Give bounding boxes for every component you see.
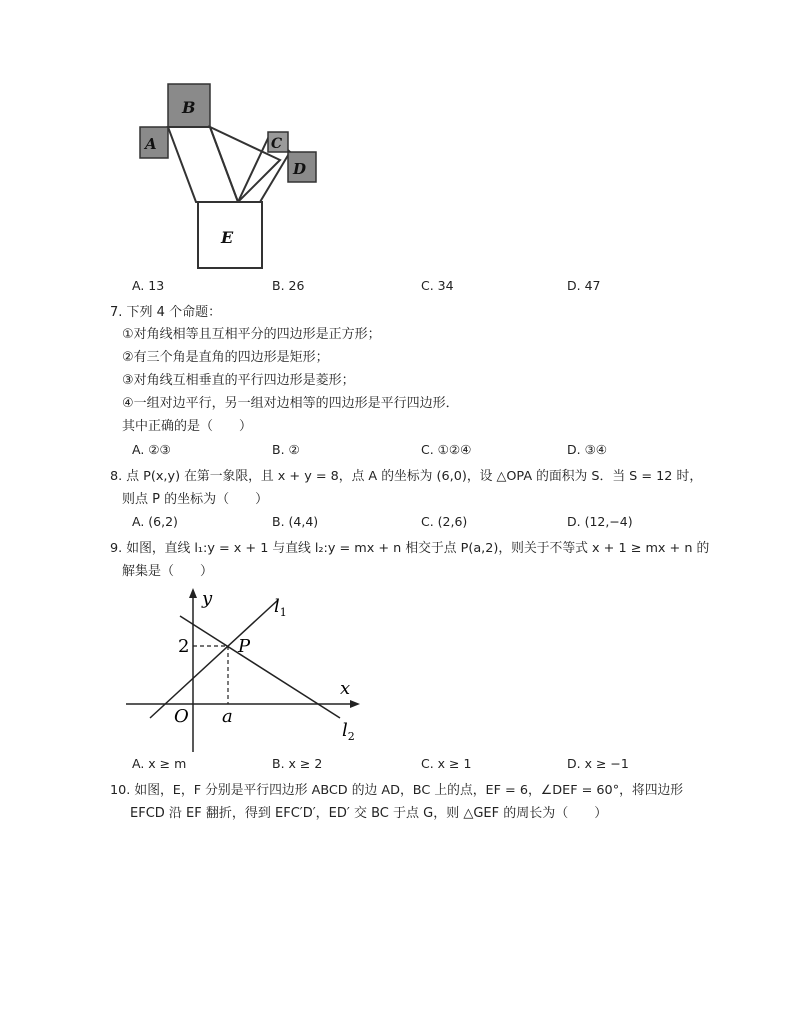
q8-stem-line1: 8. 点 P(x,y) 在第一象限，且 x + y = 8，点 A 的坐标为 (6,0)，设 △OPA 的面积为 S．当 S = 12 时， bbox=[110, 469, 703, 484]
q9-option-a[interactable]: A. x ≥ m bbox=[132, 756, 187, 771]
square-a-label: A bbox=[145, 135, 157, 153]
x-axis-label: x bbox=[340, 678, 351, 699]
q8-option-d[interactable]: D. (12,−4) bbox=[567, 514, 633, 529]
q8-option-b[interactable]: B. (4,4) bbox=[272, 514, 319, 529]
square-d-label: D bbox=[293, 160, 307, 178]
square-b-label: B bbox=[182, 98, 196, 117]
origin-label: O bbox=[174, 706, 189, 727]
x-axis-arrow bbox=[350, 700, 360, 708]
q8-option-a[interactable]: A. (6,2) bbox=[132, 514, 178, 529]
point-a-label: a bbox=[222, 706, 233, 727]
q7-statement-1: ①对角线相等且互相平分的四边形是正方形； bbox=[122, 327, 381, 342]
left-tilted-square bbox=[168, 127, 238, 202]
q6-option-d[interactable]: D. 47 bbox=[567, 278, 601, 293]
q8-option-c[interactable]: C. (2,6) bbox=[421, 514, 468, 529]
q7-statement-4: ④一组对边平行，另一组对边相等的四边形是平行四边形． bbox=[122, 396, 459, 411]
q7-option-d[interactable]: D. ③④ bbox=[567, 442, 607, 457]
line-l1-label: $l_1$ bbox=[274, 596, 287, 619]
q7-option-c[interactable]: C. ①②④ bbox=[421, 442, 472, 457]
line-l2-label: $l_2$ bbox=[342, 720, 355, 743]
q7-question: 其中正确的是（ ） bbox=[122, 419, 253, 434]
q7-statement-2: ②有三个角是直角的四边形是矩形； bbox=[122, 350, 329, 365]
q6-option-c[interactable]: C. 34 bbox=[421, 278, 454, 293]
line-l2 bbox=[180, 616, 340, 718]
square-e-label: E bbox=[221, 228, 234, 247]
y-axis-label: y bbox=[202, 588, 213, 609]
q10-stem-line2: EFCD 沿 EF 翻折，得到 EFC′D′，ED′ 交 BC 于点 G，则 △GEF 的周长为（ ） bbox=[130, 806, 608, 821]
q9-option-d[interactable]: D. x ≥ −1 bbox=[567, 756, 629, 771]
q9-option-b[interactable]: B. x ≥ 2 bbox=[272, 756, 323, 771]
q6-squares-figure bbox=[120, 78, 330, 274]
square-c-label: C bbox=[271, 136, 283, 152]
q7-statement-3: ③对角线互相垂直的平行四边形是菱形； bbox=[122, 373, 355, 388]
q9-graph bbox=[122, 586, 372, 752]
q6-option-b[interactable]: B. 26 bbox=[272, 278, 305, 293]
q9-stem-line2: 解集是（ ） bbox=[122, 564, 214, 579]
y-axis-arrow bbox=[189, 588, 197, 598]
q7-option-b[interactable]: B. ② bbox=[272, 442, 300, 457]
q8-stem-line2: 则点 P 的坐标为（ ） bbox=[122, 492, 269, 507]
q7-option-a[interactable]: A. ②③ bbox=[132, 442, 171, 457]
q6-option-a[interactable]: A. 13 bbox=[132, 278, 165, 293]
line-l1 bbox=[150, 600, 278, 718]
q10-stem-line1: 10. 如图，E，F 分别是平行四边形 ABCD 的边 AD，BC 上的点，EF = 6，∠DEF = 60°，将四边形 bbox=[110, 783, 684, 798]
q9-option-c[interactable]: C. x ≥ 1 bbox=[421, 756, 472, 771]
point-p-label: P bbox=[238, 636, 251, 657]
q9-stem-line1: 9. 如图，直线 l₁:y = x + 1 与直线 l₂:y = mx + n 相交于点 P(a,2)，则关于不等式 x + 1 ≥ mx + n 的 bbox=[110, 541, 710, 556]
q7-stem: 7. 下列 4 个命题： bbox=[110, 305, 222, 320]
y-value-2: 2 bbox=[178, 636, 190, 657]
